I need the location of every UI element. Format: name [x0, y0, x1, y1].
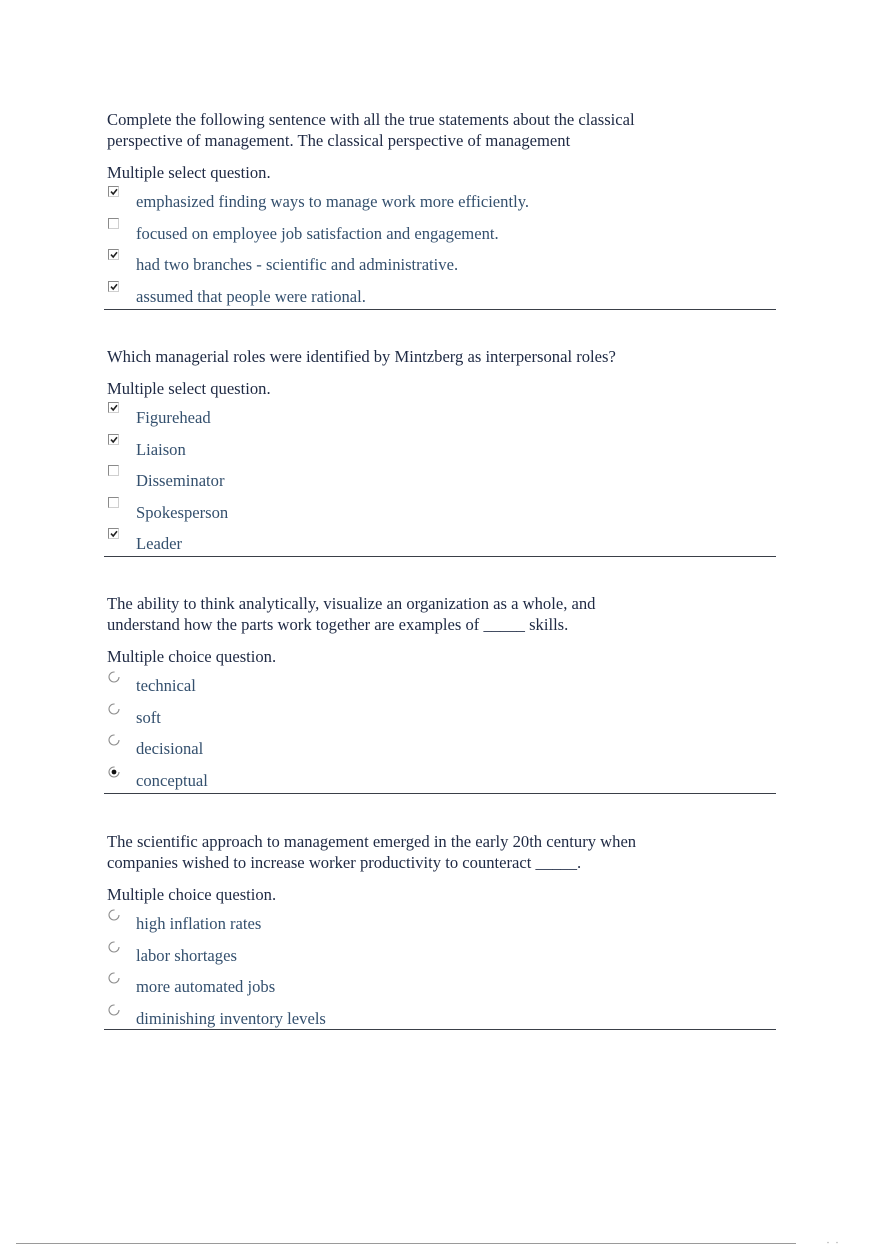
question-prompt: [107, 831, 776, 873]
option-item[interactable]: [107, 399, 776, 431]
option-label: technical: [136, 676, 196, 695]
question-prompt: [107, 593, 776, 635]
option-label: Spokesperson: [136, 502, 229, 522]
option-label: Liaison: [136, 439, 186, 459]
prompt-line: The ability to think analytically, visualize an organization as a whole, and: [107, 594, 596, 613]
option-label: Leader: [136, 534, 183, 553]
radio-selected-dot: [112, 769, 117, 774]
prompt-line: companies wished to increase worker productivity to counteract _____.: [107, 853, 582, 872]
radio-button[interactable]: [108, 670, 120, 682]
option-label: diminishing inventory levels: [136, 1008, 326, 1028]
checkbox[interactable]: [108, 281, 119, 292]
question-prompt: [107, 346, 776, 367]
option-label: labor shortages: [136, 945, 237, 965]
prompt-line: The scientific approach to management emerged in the early 20th century when: [107, 832, 637, 851]
option-item[interactable]: [107, 968, 776, 1000]
radio-circle-icon: [108, 766, 120, 778]
question-3: [107, 593, 776, 793]
option-item[interactable]: [107, 215, 776, 247]
option-item[interactable]: [107, 462, 776, 494]
radio-button[interactable]: [108, 940, 120, 952]
page-footer-rule: [16, 1243, 796, 1244]
question-type-label: Multiple choice question.: [107, 885, 277, 904]
option-item[interactable]: [107, 699, 776, 731]
option-label: Disseminator: [136, 471, 225, 490]
radio-circle-icon: [108, 909, 120, 921]
prompt-line: understand how the parts work together are examples of _____ skills.: [107, 615, 569, 634]
check-mark-icon: [110, 530, 118, 538]
option-label: soft: [136, 707, 161, 727]
check-mark-icon: [110, 188, 118, 196]
radio-circle-icon: [108, 941, 120, 953]
checkbox[interactable]: [108, 497, 119, 508]
option-item[interactable]: [107, 1000, 776, 1032]
question-divider: [104, 1029, 776, 1030]
options-list: [107, 667, 776, 793]
check-mark-icon: [110, 283, 118, 291]
radio-button[interactable]: [108, 908, 120, 920]
question-divider: [104, 556, 776, 557]
checkbox[interactable]: [108, 218, 119, 229]
radio-circle-icon: [108, 703, 120, 715]
option-label: decisional: [136, 739, 204, 758]
prompt-line: Complete the following sentence with all the true statements about the classical: [107, 110, 635, 129]
radio-button[interactable]: [108, 971, 120, 983]
options-list: [107, 183, 776, 309]
options-list: [107, 905, 776, 1031]
question-prompt: [107, 109, 776, 151]
option-label: focused on employee job satisfaction and engagement.: [136, 223, 499, 243]
option-label: emphasized finding ways to manage work more efficiently.: [136, 192, 530, 211]
prompt-line: Which managerial roles were identified by Mintzberg as interpersonal roles?: [107, 347, 616, 366]
checkbox[interactable]: [108, 249, 119, 260]
option-item[interactable]: [107, 246, 776, 278]
check-mark-icon: [110, 436, 118, 444]
footer-marks: [826, 1241, 840, 1244]
question-1: [107, 109, 776, 309]
option-label: Figurehead: [136, 408, 211, 427]
option-item[interactable]: [107, 494, 776, 526]
radio-circle-icon: [108, 1004, 120, 1016]
option-label: assumed that people were rational.: [136, 286, 366, 306]
checkbox[interactable]: [108, 402, 119, 413]
checkbox[interactable]: [108, 434, 119, 445]
option-label: had two branches - scientific and administrative.: [136, 255, 459, 274]
question-4: [107, 831, 776, 1031]
option-item[interactable]: [107, 937, 776, 969]
question-2: [107, 346, 776, 557]
option-item[interactable]: [107, 905, 776, 937]
option-item[interactable]: [107, 667, 776, 699]
question-type-label: Multiple choice question.: [107, 647, 277, 666]
option-item[interactable]: [107, 183, 776, 215]
radio-button[interactable]: [108, 1003, 120, 1015]
radio-circle-icon: [108, 972, 120, 984]
options-list: [107, 399, 776, 557]
checkbox[interactable]: [108, 465, 119, 476]
check-mark-icon: [110, 404, 118, 412]
prompt-line: perspective of management. The classical perspective of management: [107, 131, 571, 150]
option-label: more automated jobs: [136, 977, 276, 996]
option-item[interactable]: [107, 525, 776, 557]
option-item[interactable]: [107, 278, 776, 310]
checkbox[interactable]: [108, 528, 119, 539]
radio-button[interactable]: [108, 733, 120, 745]
radio-circle-icon: [108, 671, 120, 683]
question-type-label: Multiple select question.: [107, 379, 271, 398]
checkbox[interactable]: [108, 186, 119, 197]
option-item[interactable]: [107, 730, 776, 762]
option-label: conceptual: [136, 770, 208, 790]
check-mark-icon: [110, 251, 118, 259]
question-divider: [104, 309, 776, 310]
question-divider: [104, 793, 776, 794]
option-item[interactable]: [107, 431, 776, 463]
radio-circle-icon: [108, 734, 120, 746]
option-item[interactable]: [107, 762, 776, 794]
radio-button[interactable]: [108, 765, 120, 777]
radio-button[interactable]: [108, 702, 120, 714]
question-type-label: Multiple select question.: [107, 163, 271, 182]
option-label: high inflation rates: [136, 914, 262, 933]
